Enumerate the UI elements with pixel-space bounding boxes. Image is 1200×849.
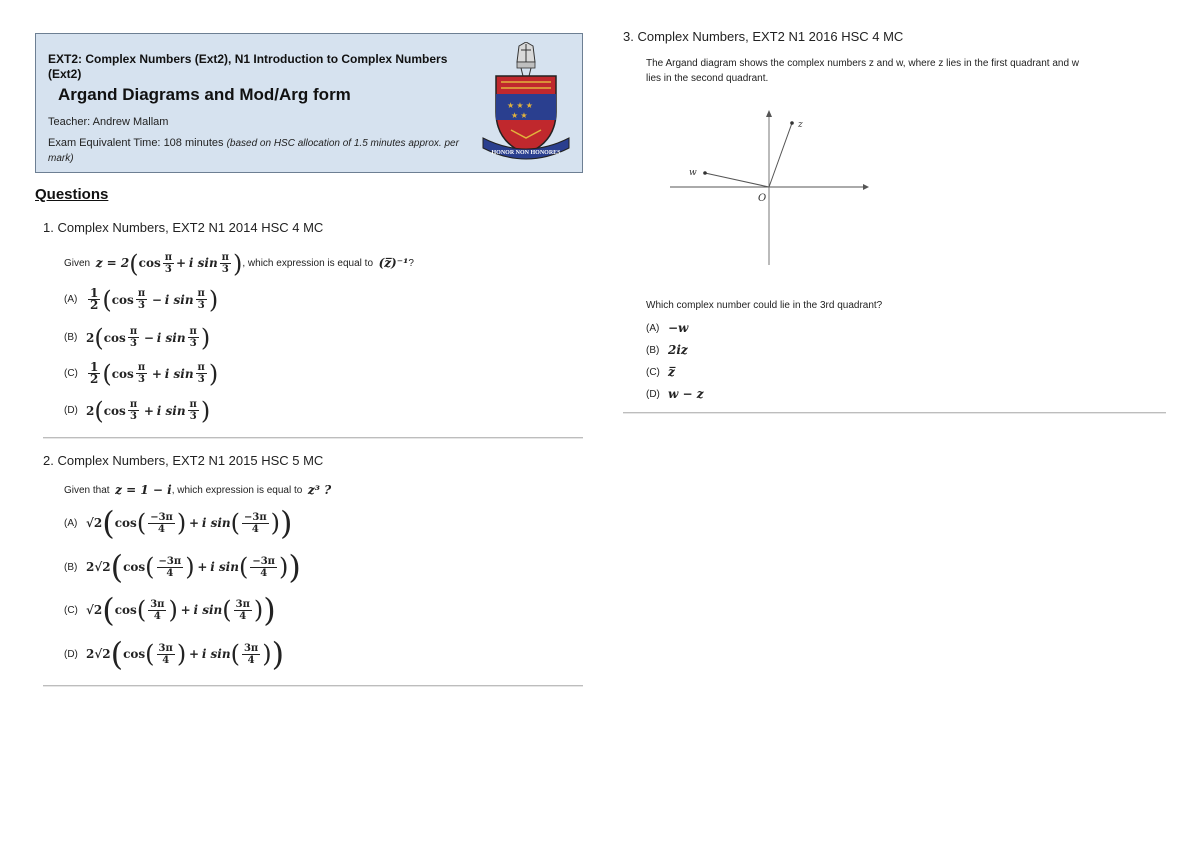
q3-option-a: [646, 321, 688, 335]
q3-title: 3. Complex Numbers, EXT2 N1 2016 HSC 4 MC: [623, 29, 904, 44]
point-w: [703, 171, 707, 175]
q2-option-a: (A) √2 ( cos ( $\frac{-3\pi}{4}$ ) + i sin ( $\frac{-3\pi}{4}$ ) ): [64, 504, 293, 542]
q3-stem-line1: The Argand diagram shows the complex numbers z and w, where z lies in the first quadrant and w: [646, 58, 1080, 69]
q2b-num: −3π: [158, 555, 182, 567]
q2-stem-z3: z³ ?: [307, 483, 332, 497]
label-z: z: [798, 120, 803, 130]
label-w: w: [689, 168, 697, 178]
header-box: [35, 33, 583, 173]
q2b-den2: 4: [260, 567, 268, 579]
q3-stem: [646, 56, 1166, 86]
q2d-num: 3π: [158, 642, 173, 654]
q1a-sign: −: [151, 292, 162, 307]
q3-option-b-label: (B): [646, 344, 660, 356]
q3-option-a-value: −w: [668, 321, 689, 335]
q2c-den2: 4: [239, 610, 247, 622]
q2a-isin: i sin: [201, 516, 231, 530]
q1c-sign: +: [151, 366, 162, 381]
q2a-num: −3π: [150, 511, 173, 523]
q1-option-a: (A) $\frac{1}{2}$ ( cos $\frac{\pi}{3}$ − i sin $\frac{\pi}{3}$ ): [64, 285, 219, 314]
q1b-pi2: π: [189, 326, 197, 337]
q2-option-c: (C) √2 ( cos ( $\frac{3\pi}{4}$ ) + i sin ( $\frac{3\pi}{4}$ ) ): [64, 591, 276, 629]
q1-stem-text-b: , which expression is equal to: [242, 258, 373, 269]
q3-option-a-label: (A): [646, 322, 660, 334]
q3-option-d: [646, 387, 704, 401]
q2d-isin: i sin: [201, 647, 231, 661]
q3-question: Which complex number could lie in the 3rd quadrant?: [646, 300, 883, 311]
q2-stem-text-a: Given that: [64, 485, 110, 496]
q1-stem-cos: cos: [138, 256, 161, 270]
q1d-coef: 2: [86, 403, 95, 418]
q3-option-c-value: z̅: [668, 365, 675, 379]
q1d-cos: cos: [103, 403, 126, 418]
q1-stem-pi-2: π: [221, 252, 229, 263]
q1a-3b: 3: [197, 300, 205, 311]
q2d-num2: 3π: [243, 642, 259, 654]
q2-option-c-label: (C): [64, 604, 78, 616]
q1c-cos: cos: [111, 366, 134, 381]
q1d-3b: 3: [189, 411, 197, 422]
q2d-cos: cos: [123, 647, 146, 661]
teacher-line: [48, 116, 168, 128]
q1b-3b: 3: [189, 338, 197, 349]
questions-heading: Questions: [35, 186, 109, 203]
q1-stem-z: z = 2: [95, 256, 130, 270]
svg-text:★ ★: ★ ★: [511, 111, 528, 120]
q1d-isin: i sin: [156, 403, 186, 418]
q2a-den2: 4: [251, 523, 259, 535]
page-title: Argand Diagrams and Mod/Arg form: [58, 85, 351, 104]
q2a-coef: √2: [86, 516, 103, 530]
divider-q2: [43, 685, 583, 687]
q2d-den: 4: [162, 654, 170, 666]
exam-time-line: [48, 136, 468, 166]
argand-diagram: [668, 105, 873, 270]
q2b-cos: cos: [123, 560, 146, 574]
q2a-cos: cos: [114, 516, 137, 530]
q3-option-d-label: (D): [646, 388, 660, 400]
q1a-pi: π: [137, 288, 146, 299]
q3-option-b-value: 2iz: [668, 343, 688, 357]
q1-stem-isin: i sin: [188, 256, 218, 270]
q1d-pi: π: [129, 399, 138, 410]
q2-option-d-label: (D): [64, 648, 78, 660]
q2-stem-text-b: , which expression is equal to: [171, 485, 303, 496]
q1b-cos: cos: [103, 330, 126, 345]
q1-stem-conj: (z̅)⁻¹: [378, 256, 409, 270]
q2b-coef: 2√2: [86, 560, 111, 574]
q2a-den: 4: [158, 523, 165, 535]
teacher-name: Andrew Mallam: [92, 116, 169, 128]
q1a-pi2: π: [197, 288, 205, 299]
q2d-coef: 2√2: [86, 647, 111, 661]
q1d-pi2: π: [189, 399, 197, 410]
real-axis-arrow: [863, 184, 869, 190]
q2-stem: [64, 483, 331, 498]
q2d-den2: 4: [247, 654, 255, 666]
time-note: (based on HSC allocation of 1.5 minutes approx. per mark): [48, 138, 459, 164]
q1-title: 1. Complex Numbers, EXT2 N1 2014 HSC 4 MC: [43, 220, 324, 235]
q1-option-d: (D) 2 ( cos $\frac{\pi}{3}$ + i sin $\frac{\pi}{3}$ ): [64, 396, 211, 425]
q1d-3: 3: [129, 411, 137, 422]
q1c-3: 3: [137, 374, 145, 385]
school-crest-logo: [481, 42, 571, 164]
imaginary-axis-arrow: [766, 110, 772, 117]
q2-option-b: (B) 2√2 ( cos ( $\frac{-3\pi}{4}$ ) + i sin ( $\frac{-3\pi}{4}$ ) ): [64, 548, 301, 586]
q1c-pi2: π: [197, 362, 205, 373]
point-z: [790, 121, 794, 125]
q1-option-c-label: (C): [64, 368, 78, 379]
q1b-3: 3: [129, 338, 137, 349]
q2-option-d: (D) 2√2 ( cos ( $\frac{3\pi}{4}$ ) + i sin ( $\frac{3\pi}{4}$ ) ): [64, 635, 285, 673]
q2-option-b-label: (B): [64, 561, 78, 573]
label-origin: O: [758, 193, 767, 204]
q3-option-b: [646, 343, 688, 357]
q1-stem-three-2: 3: [221, 264, 229, 275]
q3-option-d-value: w − z: [668, 387, 704, 401]
q1-option-d-label: (D): [64, 405, 78, 416]
q1d-sign: +: [143, 403, 154, 418]
q1b-coef: 2: [86, 330, 95, 345]
q2c-coef: √2: [86, 603, 103, 617]
q2c-num2: 3π: [235, 598, 250, 610]
crest-motto: HONOR NON HONORES: [491, 150, 561, 156]
q1-option-c: (C) $\frac{1}{2}$ ( cos $\frac{\pi}{3}$ + i sin $\frac{\pi}{3}$ ): [64, 359, 219, 388]
divider-q1: [43, 437, 583, 439]
q1-stem-text-a: Given: [64, 258, 91, 269]
q1-stem-three: 3: [164, 264, 172, 275]
q2c-cos: cos: [114, 603, 137, 617]
q1-stem-text-c: ?: [408, 258, 414, 269]
time-label: Exam Equivalent Time:: [48, 137, 161, 149]
q3-option-c-label: (C): [646, 366, 660, 378]
q1-option-a-label: (A): [64, 294, 78, 305]
q1-option-b-label: (B): [64, 332, 78, 343]
q2a-num2: −3π: [244, 511, 267, 523]
q2-option-a-label: (A): [64, 517, 78, 529]
q1-option-b: (B) 2 ( cos $\frac{\pi}{3}$ − i sin $\frac{\pi}{3}$ ): [64, 323, 211, 352]
q3-stem-line2: lies in the second quadrant.: [646, 73, 769, 84]
q2-title: 2. Complex Numbers, EXT2 N1 2015 HSC 5 MC: [43, 453, 324, 468]
q3-option-c: [646, 365, 675, 379]
divider-q3: [623, 412, 1166, 414]
q1b-pi: π: [129, 326, 138, 337]
q2b-num2: −3π: [252, 555, 275, 567]
q1b-isin: i sin: [156, 330, 186, 345]
q1a-cos: cos: [111, 292, 134, 307]
vector-z: [769, 123, 792, 187]
q2c-num: 3π: [150, 598, 165, 610]
svg-text:★ ★ ★: ★ ★ ★: [507, 101, 533, 110]
q1a-isin: i sin: [164, 292, 194, 307]
q1b-sign: −: [143, 330, 154, 345]
q2b-isin: i sin: [210, 560, 239, 574]
time-value: 108 minutes: [163, 137, 224, 149]
teacher-label: Teacher:: [48, 116, 91, 128]
q1a-3: 3: [137, 300, 145, 311]
q1c-isin: i sin: [164, 366, 194, 381]
q1c-pi: π: [137, 362, 146, 373]
vector-w: [705, 173, 769, 187]
q2c-isin: i sin: [193, 603, 223, 617]
q2b-den: 4: [166, 567, 174, 579]
q2c-den: 4: [153, 610, 161, 622]
course-title: EXT2: Complex Numbers (Ext2), N1 Introduction to Complex Numbers (Ext2): [48, 52, 448, 81]
q1-stem: Given z = 2 ( cos $\frac{\pi}{3}$ + i sin $\frac{\pi}{3}$ ) , which expression is equal to (z̅)⁻¹ ?: [64, 249, 414, 278]
q1-stem-pi: π: [164, 252, 173, 263]
q2-stem-z: z = 1 − i: [115, 483, 172, 497]
q1c-3b: 3: [197, 374, 205, 385]
